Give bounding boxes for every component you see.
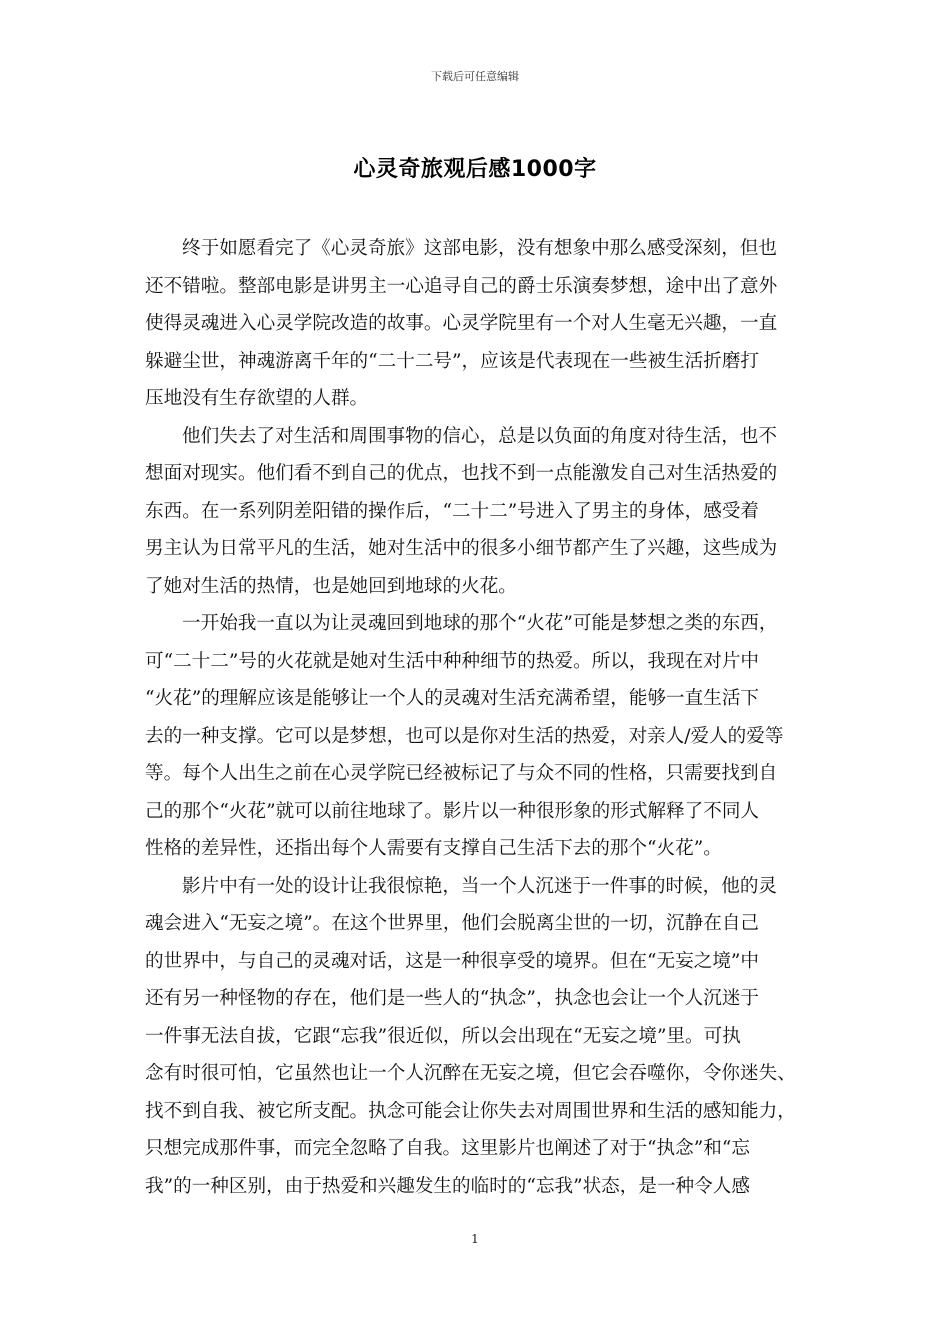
text-line: 去的一种支撑。它可以是梦想，也可以是你对生活的热爱，对亲人/爱人的爱等 (145, 725, 784, 747)
page-number: 1 (471, 1232, 479, 1246)
text-line: 等。每个人出生之前在心灵学院已经被标记了与众不同的性格，只需要找到自 (145, 763, 778, 784)
text-line: 想面对现实。他们看不到自己的优点，也找不到一点能激发自己对生活热爱的 (145, 463, 778, 484)
header-note: 下载后可任意编辑 (431, 70, 519, 83)
text-line: 使得灵魂进入心灵学院改造的故事。心灵学院里有一个对人生毫无兴趣，一直 (145, 313, 778, 334)
document-title: 心灵奇旅观后感1000字 (353, 157, 597, 182)
text-line: 找不到自我、被它所支配。执念可能会让你失去对周围世界和生活的感知能力， (145, 1100, 796, 1122)
text-line: 躲避尘世，神魂游离千年的“二十二号”，应该是代表现在一些被生活折磨打 (145, 350, 760, 372)
text-line: 影片中有一处的设计让我很惊艳，当一个人沉迷于一件事的时候，他的灵 (182, 875, 778, 897)
text-line: 可“二十二”号的火花就是她对生活中种种细节的热爱。所以，我现在对片中 (145, 650, 760, 672)
body-text (145, 230, 805, 1205)
text-line: 念有时很可怕，它虽然也让一个人沉醉在无妄之境，但它会吞噬你，令你迷失、 (145, 1063, 796, 1084)
text-line: 压地没有生存欲望的人群。 (145, 388, 369, 409)
text-line: 己的那个“火花”就可以前往地球了。影片以一种很形象的形式解释了不同人 (145, 800, 760, 822)
text-line: 一开始我一直以为让灵魂回到地球的那个“火花”可能是梦想之类的东西， (182, 613, 778, 634)
text-line: 男主认为日常平凡的生活，她对生活中的很多小细节都产生了兴趣，这些成为 (145, 538, 778, 559)
text-line: 了她对生活的热情，也是她回到地球的火花。 (145, 575, 517, 597)
text-line: 魂会进入“无妄之境”。在这个世界里，他们会脱离尘世的一切，沉静在自己 (145, 913, 760, 934)
text-line: 的世界中，与自己的灵魂对话，这是一种很享受的境界。但在“无妄之境”中 (145, 950, 760, 972)
text-line: 终于如愿看完了《心灵奇旅》这部电影，没有想象中那么感受深刻，但也 (182, 238, 778, 259)
text-line: 还有另一种怪物的存在，他们是一些人的“执念”，执念也会让一个人沉迷于 (145, 988, 760, 1009)
text-line: 还不错啦。整部电影是讲男主一心追寻自己的爵士乐演奏梦想，途中出了意外 (145, 275, 778, 297)
text-line: 东西。在一系列阴差阳错的操作后，“二十二”号进入了男主的身体，感受着 (145, 500, 760, 522)
text-line: “火花”的理解应该是能够让一个人的灵魂对生活充满希望，能够一直生活下 (145, 688, 760, 709)
text-line: 我”的一种区别，由于热爱和兴趣发生的临时的“忘我”状态，是一种令人感 (145, 1175, 750, 1197)
text-line: 他们失去了对生活和周围事物的信心，总是以负面的角度对待生活，也不 (182, 425, 778, 447)
text-line: 性格的差异性，还指出每个人需要有支撑自己生活下去的那个“火花”。 (145, 838, 722, 859)
text-line: 只想完成那件事，而完全忽略了自我。这里影片也阐述了对于“执念”和“忘 (145, 1138, 750, 1159)
text-line: 一件事无法自拔，它跟“忘我”很近似，所以会出现在“无妄之境”里。可执 (145, 1025, 741, 1047)
